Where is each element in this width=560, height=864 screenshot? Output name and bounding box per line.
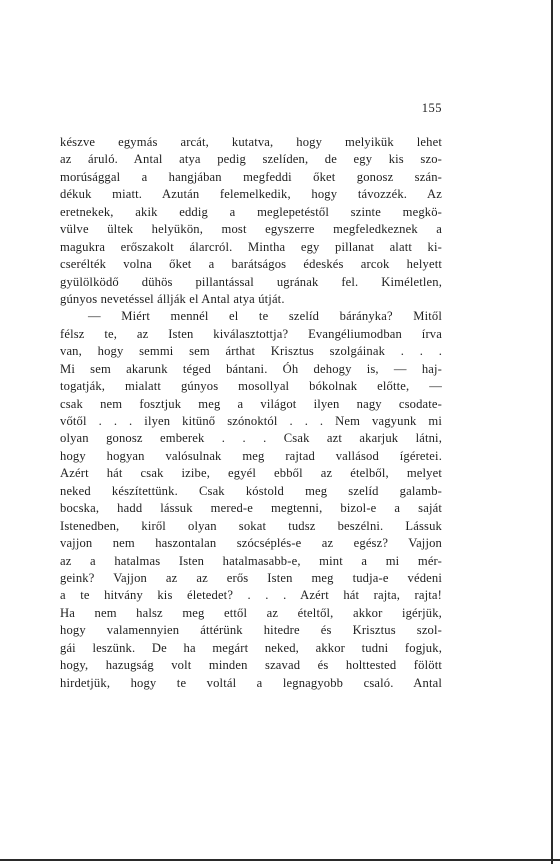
text-line: eretnekek, akik eddig a meglepetéstől szinte megkö- — [60, 204, 442, 219]
page-edge-bottom — [0, 859, 560, 861]
text-line: vőtől . . . ilyen kitünő szónoktól . . . Nem vagyunk mi — [60, 414, 442, 428]
text-line: morúsággal a hangjában megfeddi őket gonosz szán- — [60, 169, 442, 184]
text-line: félsz te, az Isten kiválasztottja? Evangéliumodban írva — [60, 326, 442, 341]
text-line: vajjon nem haszontalan szócséplés-e az egész? Vajjon — [60, 536, 442, 551]
text-line: készve egymás arcát, kutatva, hogy melyikük lehet — [60, 135, 442, 149]
text-line: hirdetjük, hogy te voltál a legnagyobb csaló. Antal — [60, 675, 442, 690]
text-line: cserélték volna őket a barátságos édeskés arcok helyett — [60, 257, 442, 272]
text-line: — Miért mennél el te szelíd bárányka? Mitől — [88, 309, 442, 324]
text-line: a te hitvány kis életedet? . . . Azért hát rajta, rajta! — [60, 588, 442, 603]
text-line: Ha nem halsz meg ettől az ételtől, akkor igérjük, — [60, 605, 442, 620]
text-line: neked készítettünk. Csak kóstold meg szelíd galamb- — [60, 483, 442, 498]
page-number: 155 — [421, 101, 442, 115]
text-line: olyan gonosz emberek . . . Csak azt akarjuk látni, — [60, 431, 442, 446]
text-line: van, hogy semmi sem árthat Krisztus szolgáinak . . . — [60, 344, 442, 359]
text-line: Azért hát csak izibe, egyél ebből az ételből, melyet — [60, 466, 442, 481]
page-edge-right — [551, 0, 553, 864]
text-line: vülve ültek helyükön, most egyszerre megfeledkeznek a — [60, 222, 442, 237]
text-line: Istenedben, kiről olyan sokat tudsz beszélni. Lássuk — [60, 518, 442, 533]
text-line: az áruló. Antal atya pedig szelíden, de egy kis szo- — [60, 152, 442, 167]
text-line: hogy valamennyien áttérünk hitedre és Krisztus szol- — [60, 623, 442, 638]
text-line: togatják, mialatt gúnyos mosollyal bókolnak előtte, — — [60, 379, 442, 394]
body-text — [60, 134, 442, 692]
text-line: bocska, hadd lássuk mered-e megtenni, bizol-e a saját — [60, 501, 442, 516]
text-line: hogy hogyan valósulnak meg rajtad vallásod ígéretei. — [60, 448, 442, 463]
text-line: az a hatalmas Isten hatalmasabb-e, mint a mi mér- — [60, 553, 442, 568]
text-line: gúnyos nevetéssel állják el Antal atya útját. — [60, 291, 285, 306]
text-line: magukra erőszakolt álarcról. Mintha egy pillanat alatt ki- — [60, 239, 442, 254]
text-line: hogy, hazugság volt minden szavad és holttested fölött — [60, 658, 442, 673]
text-line: Mi sem akarunk téged bántani. Óh dehogy is, — haj- — [60, 361, 442, 376]
text-line: gái leszünk. De ha megárt neked, akkor tudni fogjuk, — [60, 640, 442, 655]
text-line: geink? Vajjon az az erős Isten meg tudja-e védeni — [60, 570, 442, 585]
text-line: dékuk miatt. Azután felemelkedik, hogy távozzék. Az — [60, 187, 442, 202]
text-line: gyülölködő dühös pillantással ugrának fel. Kiméletlen, — [60, 274, 442, 289]
text-line: csak nem fosztjuk meg a világot ilyen nagy csodate- — [60, 396, 442, 411]
